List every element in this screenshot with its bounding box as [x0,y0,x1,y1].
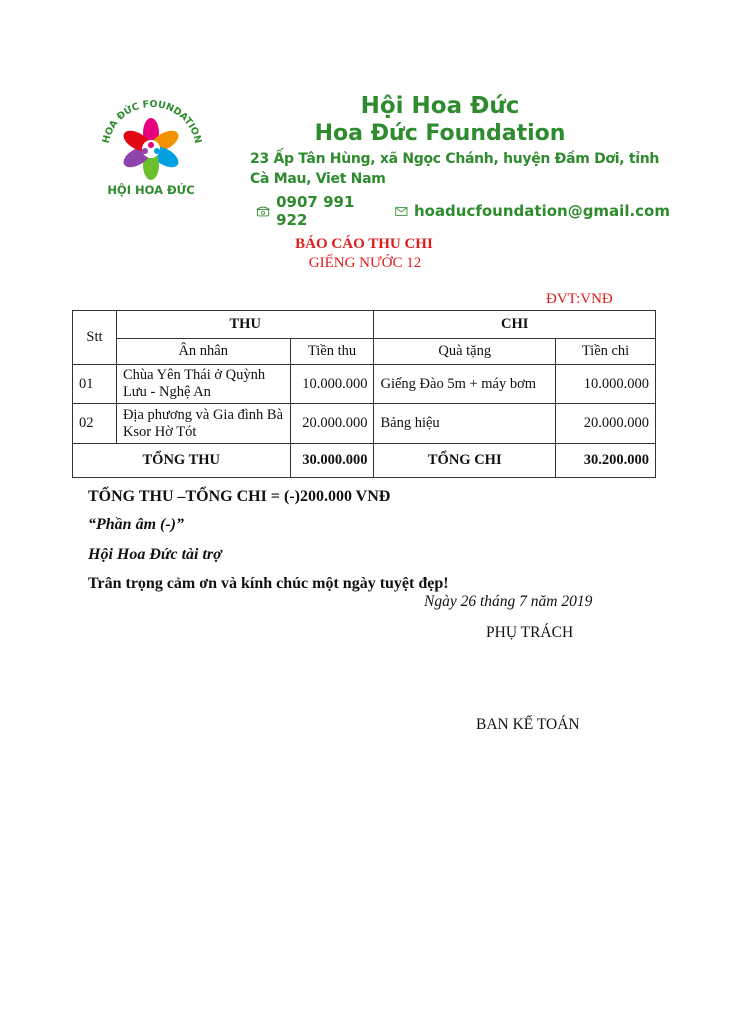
logo-arc-text: HOA ĐỨC FOUNDATION [100,98,204,145]
phone-number: 0907 991 922 [276,193,355,229]
row-stt: 01 [73,365,117,404]
thanks-message: Trân trọng cảm ơn và kính chúc một ngày tuyệt đẹp! [88,575,449,592]
report-subtitle: GIẾNG NƯỚC 12 [308,255,422,271]
row-gift: Giếng Đào 5m + máy bơm [374,365,556,404]
foundation-logo [88,89,215,207]
table-subheader-row [73,339,656,365]
row-expense: 10.000.000 [556,365,656,404]
expense-header: Tiền chi [556,339,656,365]
total-expense-value: 30.200.000 [556,444,656,478]
table-header-row [73,311,656,339]
row-donor: Địa phương và Gia đình Bà Ksor Hờ Tót [116,404,290,444]
org-name-vietnamese: Hội Hoa Đức [360,93,520,119]
row-donor: Chùa Yên Thái ở Quỳnh Lưu - Nghệ An [116,365,290,404]
table-total-row [73,444,656,478]
signer-in-charge: PHỤ TRÁCH [486,624,574,641]
negative-note: “Phần âm (-)” [88,516,184,533]
row-income: 20.000.000 [290,404,374,444]
thu-header: THU [116,311,374,339]
mail-icon [395,205,408,218]
org-address: 23 Ấp Tân Hùng, xã Ngọc Chánh, huyện Đầm Dơi, tỉnh Cà Mau, Viet Nam [250,151,660,187]
stt-header: Stt [73,311,117,365]
total-income-label: TỔNG THU [73,444,291,478]
row-stt: 02 [73,404,117,444]
report-title: BÁO CÁO THU CHI [295,236,433,252]
report-title-block [0,234,730,272]
row-income: 10.000.000 [290,365,374,404]
report-body [88,484,449,597]
org-contact [250,193,670,229]
total-expense-label: TỔNG CHI [374,444,556,478]
income-header: Tiền thu [290,339,374,365]
logo-bottom-text: HỘI HOA ĐỨC [107,183,195,197]
sponsor-note: Hội Hoa Đức tài trợ [88,546,222,563]
phone-icon [256,203,270,219]
email-address: hoaducfoundation@gmail.com [413,202,670,220]
table-row [73,404,656,444]
table-row [73,365,656,404]
row-expense: 20.000.000 [556,404,656,444]
donor-header: Ân nhân [116,339,290,365]
row-gift: Bảng hiệu [374,404,556,444]
gift-header: Quà tặng [374,339,556,365]
balance-summary: TỔNG THU –TỔNG CHI = (-)200.000 VNĐ [88,488,391,505]
lotus-logo-icon [88,89,215,207]
total-income-value: 30.000.000 [290,444,374,478]
signer-accounting: BAN KẾ TOÁN [476,716,580,733]
chi-header: CHI [374,311,656,339]
report-date: Ngày 26 tháng 7 năm 2019 [424,593,593,610]
organization-header [250,92,670,229]
currency-unit: ĐVT:VNĐ [546,291,613,307]
income-expense-table [72,310,656,478]
org-name-english: Hoa Đức Foundation [314,121,566,146]
